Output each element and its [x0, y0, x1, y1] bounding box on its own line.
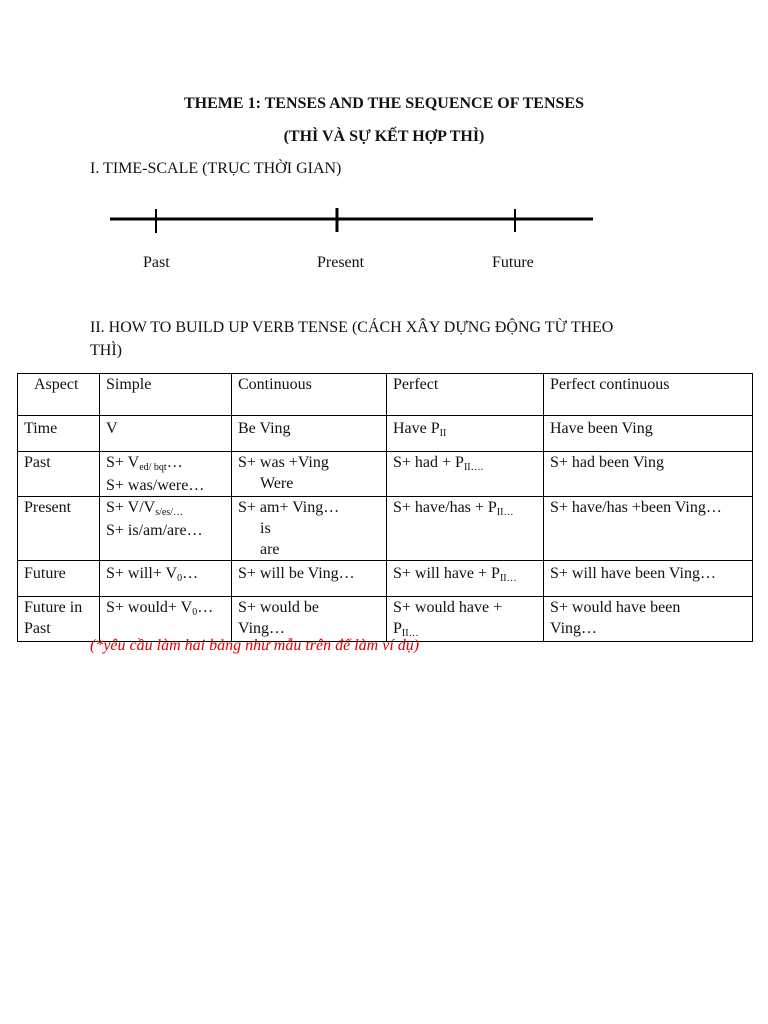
future-continuous: S+ will be Ving…: [232, 561, 387, 597]
future-past-simple: [100, 597, 232, 642]
present-perfect: [387, 497, 544, 561]
future-perfect: [387, 561, 544, 597]
past-simple: [100, 452, 232, 497]
present-continuous-text: S+ am+ Ving…: [238, 499, 340, 516]
future-past-perfect-continuous: [544, 597, 753, 642]
future-simple: [100, 561, 232, 597]
form-simple: V: [100, 416, 232, 452]
table-row: [18, 497, 753, 561]
present-simple: [100, 497, 232, 561]
timeline-label-past: Past: [143, 254, 170, 271]
past-perfect-text: S+ had + P: [393, 454, 464, 471]
future-past-simple-tail: …: [197, 599, 214, 616]
past-continuous-text: S+ was +Ving: [238, 454, 329, 471]
section-heading-verb-tense-cont: THÌ): [90, 342, 122, 359]
past-perfect-sub: II….: [463, 462, 484, 473]
future-past-perfect-1: S+ would have +: [393, 599, 503, 616]
past-simple-text: S+ V: [106, 454, 140, 471]
future-past-simple-sub: 0: [192, 607, 198, 618]
time-scale-line: [0, 200, 768, 240]
table-row: [18, 416, 753, 452]
present-continuous-is: is: [260, 520, 271, 537]
future-in-past-label-2: Past: [24, 620, 51, 637]
past-simple-sub: ed/ bqt: [139, 462, 167, 473]
future-in-past-label-1: Future in: [24, 599, 83, 616]
present-simple-text: S+ V/V: [106, 499, 156, 516]
header-perfect-continuous: Perfect continuous: [544, 374, 753, 416]
present-simple-be: S+ is/am/are…: [106, 522, 203, 539]
future-perfect-continuous: S+ will have been Ving…: [544, 561, 753, 597]
future-past-simple-text: S+ would+ V: [106, 599, 193, 616]
future-perfect-text: S+ will have + P: [393, 565, 500, 582]
row-label-present: Present: [18, 497, 100, 561]
section-heading-verb-tense: II. HOW TO BUILD UP VERB TENSE (CÁCH XÂY DỰNG ĐỘNG TỪ THEO: [90, 319, 614, 336]
form-perfect-continuous: Have been Ving: [544, 416, 753, 452]
section-heading-time-scale: I. TIME-SCALE (TRỤC THỜI GIAN): [90, 160, 342, 177]
instruction-note: (*yêu cầu làm hai bảng như mẫu trên để làm ví dụ): [90, 637, 420, 654]
future-past-continuous-2: Ving…: [238, 620, 286, 637]
future-past-continuous: [232, 597, 387, 642]
header-perfect: Perfect: [387, 374, 544, 416]
row-label-future-in-past: [18, 597, 100, 642]
present-continuous-are: are: [260, 541, 280, 558]
present-perfect-sub: II…: [496, 507, 514, 518]
table-row: [18, 597, 753, 642]
document-title: THEME 1: TENSES AND THE SEQUENCE OF TENSES: [184, 95, 584, 112]
tense-table: [17, 373, 753, 642]
future-past-perfect: [387, 597, 544, 642]
table-row: [18, 561, 753, 597]
form-perfect: [387, 416, 544, 452]
form-perfect-sub: II: [439, 428, 447, 439]
future-past-perfect-2: P: [393, 620, 402, 637]
form-perfect-text: Have P: [393, 420, 440, 437]
present-perfect-text: S+ have/has + P: [393, 499, 497, 516]
header-simple: Simple: [100, 374, 232, 416]
table-row: [18, 374, 753, 416]
header-continuous: Continuous: [232, 374, 387, 416]
future-simple-sub: 0: [177, 573, 183, 584]
row-label-past: Past: [18, 452, 100, 497]
header-aspect: Aspect: [18, 374, 100, 416]
table-row: [18, 452, 753, 497]
past-perfect-continuous: S+ had been Ving: [544, 452, 753, 497]
future-past-continuous-1: S+ would be: [238, 599, 320, 616]
present-continuous: [232, 497, 387, 561]
present-perfect-continuous: S+ have/has +been Ving…: [544, 497, 753, 561]
timeline-label-future: Future: [492, 254, 534, 271]
header-time: Time: [18, 416, 100, 452]
future-past-perfect-cont-1: S+ would have been: [550, 599, 681, 616]
timeline-label-present: Present: [317, 254, 365, 271]
future-simple-tail: …: [182, 565, 199, 582]
past-continuous-were: Were: [260, 475, 294, 492]
future-past-perfect-cont-2: Ving…: [550, 620, 598, 637]
future-perfect-sub: II…: [499, 573, 517, 584]
form-continuous: Be Ving: [232, 416, 387, 452]
document-subtitle: (THÌ VÀ SỰ KẾT HỢP THÌ): [283, 128, 485, 145]
present-simple-sub: s/es/…: [155, 507, 183, 518]
row-label-future: Future: [18, 561, 100, 597]
past-continuous: [232, 452, 387, 497]
past-perfect: [387, 452, 544, 497]
future-simple-text: S+ will+ V: [106, 565, 178, 582]
future-past-perfect-sub: II…: [401, 628, 419, 639]
past-simple-tail: …: [166, 454, 183, 471]
past-simple-be: S+ was/were…: [106, 477, 205, 494]
